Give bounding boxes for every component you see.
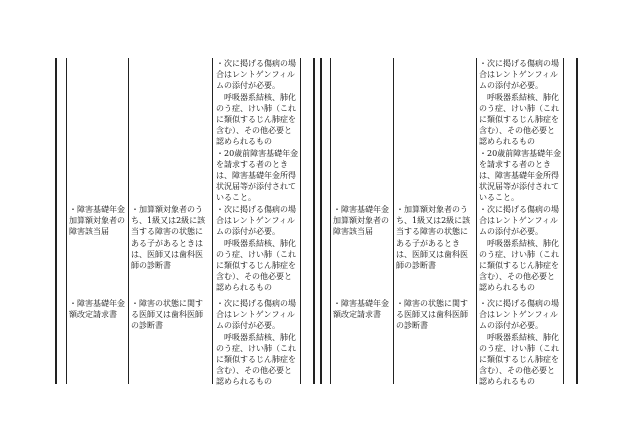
right-row2-form-name [333,298,389,320]
left-row0-notes-line: のう症、けい肺（これ [216,103,296,113]
right-row1-notes-line: ・次に掲げる傷病の場 [479,205,559,214]
left-row1-notes-line: 含む）、その他必要と [216,272,292,282]
right-row2-notes [479,298,559,388]
table-left-divider-1 [66,58,67,384]
left-row0-notes-line: ・次に掲げる傷病の場 [216,59,296,68]
right-row1-attachments [396,204,470,271]
right-row2-attachments [396,298,468,332]
left-row0-notes-line: 状況届等が添付されて [216,182,296,192]
left-row1-form-name-line: 障害該当届 [69,227,109,237]
left-row1-attachments-line: 当する障害の状態に [131,227,203,237]
left-row0-notes-line: ・20歳前障害基礎年金 [216,148,299,158]
left-row1-form-name-line: 加算額対象者の [69,216,125,226]
left-row2-notes-line: のう症、けい肺（これ [216,343,296,353]
right-row2-notes-line: 認められるもの [479,377,535,387]
right-row2-notes-line: ムの添付が必要。 [479,321,543,331]
right-row2-notes-line: ・次に掲げる傷病の場 [479,299,559,308]
left-row2-notes-line: 合はレントゲンフィル [216,310,295,320]
right-row0-notes-line: 呼吸器系結核、肺化 [479,92,559,102]
right-row2-notes-line: のう症、けい肺（これ [479,343,559,353]
right-row1-notes-line: 合はレントゲンフィル [479,216,558,226]
table-left-border-outer [55,58,57,384]
left-row2-form-name-line: 額改定請求書 [69,310,117,320]
right-row0-notes-line: ムの添付が必要。 [479,81,543,91]
left-row0-notes-line: 呼吸器系結核、肺化 [216,92,296,102]
left-row1-notes-line: ムの添付が必要。 [216,227,280,237]
right-row1-notes-line: 含む）、その他必要と [479,272,555,282]
left-row2-notes-line: ムの添付が必要。 [216,321,280,331]
left-row0-notes-line: ムの添付が必要。 [216,81,280,91]
left-row2-attachments-line: の診断書 [131,321,163,331]
right-row1-form-name-line: ・障害基礎年金 [333,205,389,214]
right-row0-notes-line: 状況届等が添付されて [479,182,559,192]
left-row0-notes-line: に類似するじん肺症を [216,115,296,125]
left-row2-attachments-line: る医師又は歯科医師 [131,310,203,320]
right-row2-form-name-line: 額改定請求書 [333,310,381,320]
right-row2-attachments-line: ・障害の状態に関す [396,299,468,308]
table-left-divider-3 [212,58,213,384]
left-row1-form-name [69,204,125,238]
right-row2-notes-line: 含む）、その他必要と [479,366,555,376]
right-row1-notes-line: 認められるもの [479,283,535,293]
left-row1-notes-line: のう症、けい肺（これ [216,249,296,259]
right-row0-notes-line: ・20歳前障害基礎年金 [479,148,562,158]
right-row1-notes [479,204,559,294]
right-row1-notes-line: のう症、けい肺（これ [479,249,559,259]
right-row0-notes-line: 認められるもの [479,137,535,147]
left-row2-notes-line: に類似するじん肺症を [216,355,296,365]
right-row0-notes-line: ・次に掲げる傷病の場 [479,59,559,68]
right-row1-attachments-line: ある子があるとき [396,238,460,248]
right-row1-notes-line: に類似するじん肺症を [479,261,559,271]
right-row2-attachments-line: の診断書 [396,321,428,331]
left-row2-notes-line: 認められるもの [216,377,272,387]
table-right-divider-3 [476,58,477,384]
right-row0-notes-line: いること。 [479,193,519,203]
right-row1-attachments-line: 当する障害の状態に [396,227,468,237]
left-row0-notes-line: は、障害基礎年金所得 [216,171,296,181]
left-row1-attachments-line: は、医師又は歯科医 [131,249,203,259]
right-row2-attachments-line: る医師又は歯科医師 [396,310,468,320]
left-row1-notes-line: 認められるもの [216,283,272,293]
right-row0-notes-line: 合はレントゲンフィル [479,70,558,80]
left-row0-notes-line: いること。 [216,193,256,203]
table-right-divider-4 [563,58,564,384]
table-left-divider-2 [128,58,129,384]
left-row1-attachments-line: ・加算額対象者のう [131,205,203,214]
right-row0-notes-line: を請求する者のとき [479,159,551,169]
right-row1-attachments-line: ・加算額対象者のう [396,205,468,214]
left-row1-attachments-line: 師の診断書 [131,261,171,271]
left-row2-form-name [69,298,125,320]
left-row2-notes-line: 呼吸器系結核、肺化 [216,332,296,342]
left-row1-attachments [131,204,205,271]
left-row2-form-name-line: ・障害基礎年金 [69,299,125,308]
left-row1-attachments-line: ち、1級又は2級に該 [131,216,206,226]
left-row0-notes [216,58,298,204]
left-row1-form-name-line: ・障害基礎年金 [69,205,125,214]
left-row2-attachments [131,298,203,332]
right-row2-notes-line: 呼吸器系結核、肺化 [479,332,559,342]
right-row0-notes-line: に類似するじん肺症を [479,115,559,125]
left-row1-attachments-line: ある子があるときは [131,238,203,248]
table-left-border-right [313,58,315,384]
left-row1-notes-line: ・次に掲げる傷病の場 [216,205,296,214]
right-row1-attachments-line: ち、1級又は2級に該 [396,216,471,226]
left-row2-notes-line: 含む）、その他必要と [216,366,292,376]
table-right-divider-1 [330,58,331,384]
right-row2-form-name-line: ・障害基礎年金 [333,299,389,308]
left-row0-notes-line: 含む）、その他必要と [216,126,292,136]
right-row0-notes-line: のう症、けい肺（これ [479,103,559,113]
left-row2-notes-line: ・次に掲げる傷病の場 [216,299,296,308]
right-row1-attachments-line: 師の診断書 [396,261,436,271]
right-row1-notes-line: 呼吸器系結核、肺化 [479,238,559,248]
table-left-divider-4 [300,58,301,384]
left-row1-notes-line: 呼吸器系結核、肺化 [216,238,296,248]
right-row1-notes-line: ムの添付が必要。 [479,227,543,237]
right-row0-notes-line: は、障害基礎年金所得 [479,171,559,181]
right-row2-notes-line: 合はレントゲンフィル [479,310,558,320]
right-row0-notes [479,58,561,204]
left-row0-notes-line: 認められるもの [216,137,272,147]
right-row1-form-name-line: 加算額対象者の [333,216,389,226]
left-row0-notes-line: を請求する者のとき [216,159,288,169]
left-row1-notes-line: 合はレントゲンフィル [216,216,295,226]
table-right-border-outer [576,58,578,384]
left-row2-notes [216,298,296,388]
table-right-border-left [320,58,322,384]
right-row1-form-name [333,204,389,238]
right-row1-form-name-line: 障害該当届 [333,227,373,237]
right-row1-attachments-line: は、医師又は歯科医 [396,249,468,259]
right-row2-notes-line: に類似するじん肺症を [479,355,559,365]
right-row0-notes-line: 含む）、その他必要と [479,126,555,136]
left-row0-notes-line: 合はレントゲンフィル [216,70,295,80]
left-row2-attachments-line: ・障害の状態に関す [131,299,203,308]
table-right-divider-2 [393,58,394,384]
left-row1-notes-line: に類似するじん肺症を [216,261,296,271]
left-row1-notes [216,204,296,294]
